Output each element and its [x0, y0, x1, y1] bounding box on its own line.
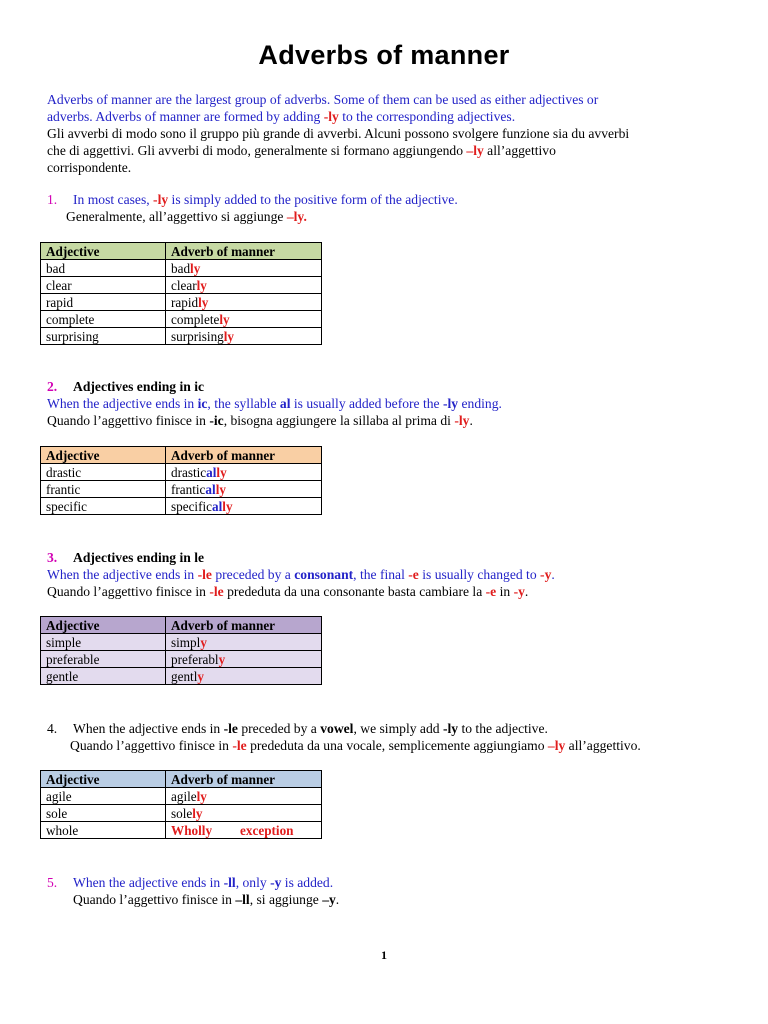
- page-number: 1: [381, 948, 387, 962]
- intro-en-line1: Adverbs of manner are the largest group of adverbs. Some of them can be used as either adjectives or: [47, 92, 599, 107]
- exception-word: Wholly: [171, 822, 213, 838]
- section-2-heading: 2. Adjectives ending in ic: [47, 379, 205, 394]
- table-row: frantic frantically: [41, 481, 322, 498]
- table-1: [40, 242, 322, 345]
- table-row: sole solely: [41, 805, 322, 822]
- table-row: whole Wholly exception: [41, 822, 322, 839]
- section-3-en: When the adjective ends in -le preceded by a consonant, the final -e is usually changed to -y.: [47, 567, 555, 582]
- section-3-heading: 3. Adjectives ending in le: [47, 550, 205, 565]
- section-1-it: Generalmente, all’aggettivo si aggiunge –ly.: [66, 209, 307, 224]
- section-1-en: 1. In most cases, -ly is simply added to the positive form of the adjective.: [47, 192, 458, 207]
- header-adverb: Adverb of manner: [166, 243, 322, 260]
- table-header-row: [41, 243, 322, 260]
- section-4-en: 4. When the adjective ends in -le preceded by a vowel, we simply add -ly to the adjective.: [47, 721, 548, 736]
- table-3: [40, 616, 322, 685]
- page-title: Adverbs of manner: [258, 40, 510, 70]
- table-row: clear clearly: [41, 277, 322, 294]
- table-row: agile agilely: [41, 788, 322, 805]
- section-2-en: When the adjective ends in ic, the syllable al is usually added before the -ly ending.: [47, 396, 502, 411]
- header-adverb: Adverb of manner: [166, 447, 322, 464]
- header-adverb: Adverb of manner: [166, 617, 322, 634]
- intro-en-line2: adverbs. Adverbs of manner are formed by adding -ly to the corresponding adjectives.: [47, 109, 516, 124]
- header-adjective: Adjective: [41, 243, 166, 260]
- intro-it-line1: Gli avverbi di modo sono il gruppo più grande di avverbi. Alcuni possono svolgere funzione sia du avverbi: [47, 126, 630, 141]
- table-row: drastic drastically: [41, 464, 322, 481]
- exception-note: exception: [240, 822, 294, 838]
- header-adjective: Adjective: [41, 617, 166, 634]
- header-adverb: Adverb of manner: [166, 771, 322, 788]
- section-2-it: Quando l’aggettivo finisce in -ic, bisogna aggiungere la sillaba al prima di -ly.: [47, 413, 473, 428]
- header-adjective: Adjective: [41, 447, 166, 464]
- header-adjective: Adjective: [41, 771, 166, 788]
- table-header-row: [41, 617, 322, 634]
- section-5-it: Quando l’aggettivo finisce in –ll, si aggiunge –y.: [73, 892, 340, 907]
- table-row: gentle gently: [41, 668, 322, 685]
- table-row: preferable preferably: [41, 651, 322, 668]
- section-3-it: Quando l’aggettivo finisce in -le prededuta da una consonante basta cambiare la -e in -y.: [47, 584, 529, 599]
- intro-it-line3: corrispondente.: [47, 160, 132, 175]
- table-2: [40, 446, 322, 515]
- table-header-row: [41, 447, 322, 464]
- table-row: specific specifically: [41, 498, 322, 515]
- section-4-it: Quando l’aggettivo finisce in -le prededuta da una vocale, semplicemente aggiungiamo –ly all’aggettivo.: [70, 738, 641, 753]
- table-4: [40, 770, 322, 839]
- table-header-row: [41, 771, 322, 788]
- section-5-en: 5. When the adjective ends in -ll, only -y is added.: [47, 875, 334, 890]
- table-row: simple simply: [41, 634, 322, 651]
- intro-it-line2: che di aggettivi. Gli avverbi di modo, generalmente si formano aggiungendo –ly all’aggettivo: [47, 143, 556, 158]
- table-row: complete completely: [41, 311, 322, 328]
- table-row: bad badly: [41, 260, 322, 277]
- table-row: surprising surprisingly: [41, 328, 322, 345]
- table-row: rapid rapidly: [41, 294, 322, 311]
